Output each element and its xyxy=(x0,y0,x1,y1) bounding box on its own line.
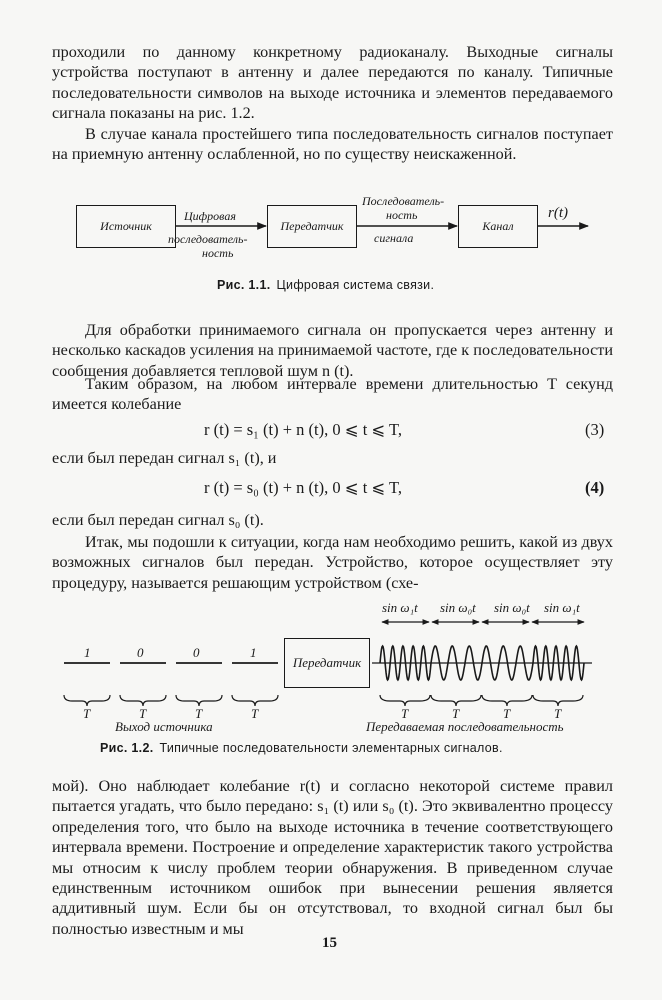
bit-label-2: 0 xyxy=(137,645,144,660)
bit-label-3: 0 xyxy=(193,645,200,660)
label-sequence-end: ность xyxy=(202,246,234,260)
bit-label-4: 1 xyxy=(250,645,257,660)
output-label: r(t) xyxy=(548,205,568,221)
paragraph-6: если был передан сигнал s₀ (t). xyxy=(52,511,264,529)
source-box: Источник xyxy=(76,205,176,248)
brace-source-1 xyxy=(64,695,110,706)
freq-label-4: sin ω₁t xyxy=(544,600,580,615)
label-signal-sequence-end: ность xyxy=(386,208,418,222)
paragraph-7: Итак, мы подошли к ситуации, когда нам необходимо решить, какой из двух возможных сигналов был передан. Устройство, которое осуществляет эту процедуру, называется решающим устройством (схе- xyxy=(52,533,613,592)
transmitted-waveform xyxy=(380,646,584,680)
period-label-3: T xyxy=(195,706,203,721)
signal-period-label-1: T xyxy=(401,706,409,721)
equation-4: r (t) = s₀ (t) + n (t), 0 ⩽ t ⩽ T, xyxy=(204,478,403,497)
signal-period-label-3: T xyxy=(503,706,511,721)
equation-3: r (t) = s₁ (t) + n (t), 0 ⩽ t ⩽ T, xyxy=(204,420,403,439)
caption-number: Рис. 1.2. xyxy=(100,741,154,755)
paragraph-3: Для обработки принимаемого сигнала он пропускается через антенну и несколько каскадов усиления на принимаемой частоте, где к последовательности сообщения добавляется тепловой шум n (t). xyxy=(52,321,613,380)
transmitter-box: Передатчик xyxy=(267,205,357,248)
bit-label-1: 1 xyxy=(84,645,91,660)
brace-source-3 xyxy=(176,695,222,706)
paragraph-8: мой). Оно наблюдает колебание r(t) и согласно некоторой системе правил пытается угадать, что было передано: s₁ (t) или s₀ (t). Это эквивалентно процессу определения того, что было на выходе источника в течение соответствующего интервала времени. Построение и определение характеристик такого устройства мы относим к числу проблем теории обнаружения. В приведенном случае единственным источником ошибок при вынесении решения является аддитивный шум. Если бы он отсутствовал, то входной сигнал был бы полностью известным и мы xyxy=(52,777,613,938)
signal-period-label-2: T xyxy=(452,706,460,721)
brace-signal-3 xyxy=(482,695,532,706)
brace-signal-1 xyxy=(380,695,430,706)
figure-1-2-caption xyxy=(100,741,503,755)
freq-label-1: sin ω₁t xyxy=(382,600,418,615)
period-label-4: T xyxy=(251,706,259,721)
paragraph-4: Таким образом, на любом интервале времени длительностью T секунд имеется колебание xyxy=(52,375,613,414)
equation-4-number: (4) xyxy=(585,478,605,497)
brace-signal-2 xyxy=(431,695,481,706)
signal-period-label-4: T xyxy=(554,706,562,721)
transmitted-sequence-label: Передаваемая последовательность xyxy=(366,719,564,734)
period-label-1: T xyxy=(83,706,91,721)
period-label-2: T xyxy=(139,706,147,721)
label-sequence: последователь- xyxy=(168,232,248,246)
source-output-label: Выход источника xyxy=(115,719,213,734)
equation-3-number: (3) xyxy=(585,420,605,439)
page-number: 15 xyxy=(322,935,337,951)
channel-box: Канал xyxy=(458,205,538,248)
caption-number: Рис. 1.1. xyxy=(217,278,271,292)
fig2-transmitter-box: Передатчик xyxy=(284,638,370,688)
brace-source-4 xyxy=(232,695,278,706)
freq-label-3: sin ω₀t xyxy=(494,600,530,615)
label-digital: Цифровая xyxy=(184,209,236,223)
label-signal-sequence: Последователь- xyxy=(362,194,445,208)
freq-label-2: sin ω₀t xyxy=(440,600,476,615)
paragraph-2: В случае канала простейшего типа последовательность сигналов поступает на приемную антенну ослабленной, но по существу неискаженной. xyxy=(52,125,613,164)
caption-text: Цифровая система связи. xyxy=(276,278,435,292)
caption-text: Типичные последовательности элементарных сигналов. xyxy=(159,741,503,755)
brace-source-2 xyxy=(120,695,166,706)
paragraph-5: если был передан сигнал s₁ (t), и xyxy=(52,449,277,467)
brace-signal-4 xyxy=(533,695,583,706)
label-of-signal: сигнала xyxy=(374,231,414,245)
paragraph-1: проходили по данному конкретному радиоканалу. Выходные сигналы устройства поступают в антенну и далее передаются по каналу. Типичные последовательности символов на выходе источника и элементов передаваемого сигнала показаны на рис. 1.2. xyxy=(52,43,613,123)
